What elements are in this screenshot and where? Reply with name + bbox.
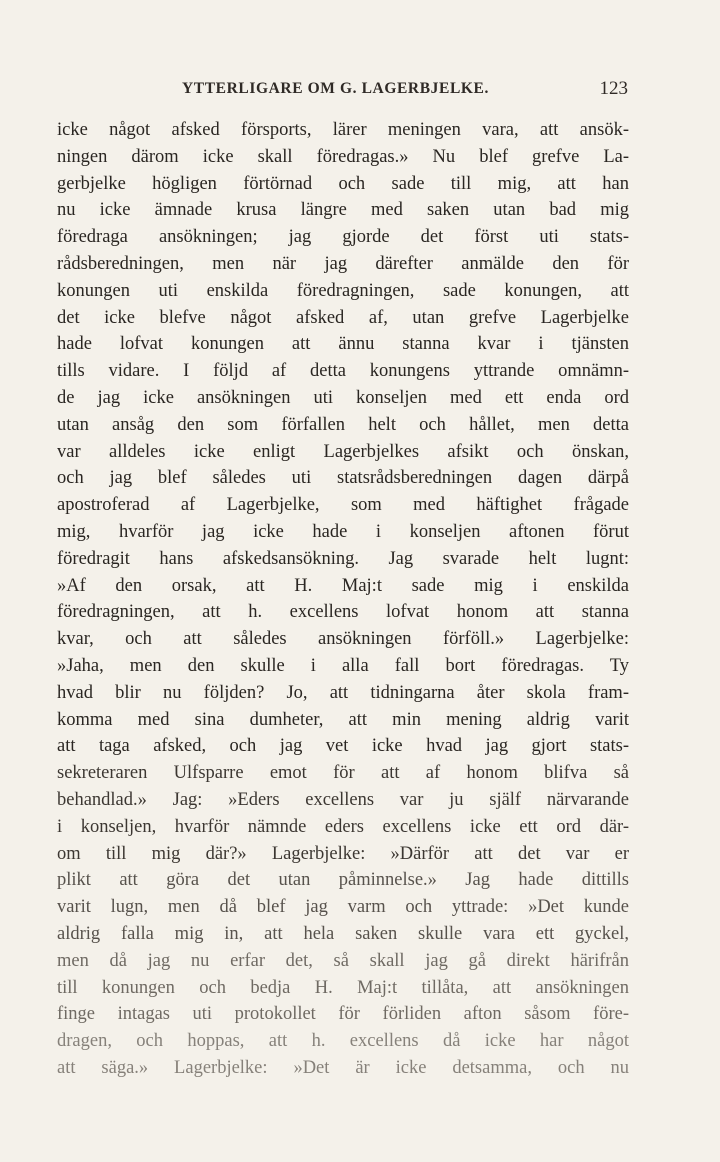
text-line: till konungen och bedja H. Maj:t tillåta, att ansökningen [57, 977, 629, 998]
text-line: gerbjelke högligen förtörnad och sade till mig, att han [57, 173, 629, 194]
text-line: utan ansåg den som förfallen helt och hållet, men detta [57, 414, 629, 435]
text-line: kvar, och att således ansökningen förföll.» Lagerbjelke: [57, 629, 629, 650]
text-line: apostroferad af Lagerbjelke, som med häftighet frågade [57, 495, 629, 516]
text-line: rådsberedningen, men när jag därefter anmälde den för [57, 253, 629, 274]
text-line: och jag blef således uti statsrådsberedningen dagen därpå [57, 468, 629, 489]
text-line: »Af den orsak, att H. Maj:t sade mig i enskilda [57, 575, 629, 596]
text-line: nu icke ämnade krusa längre med saken utan bad mig [57, 200, 629, 221]
body-text [57, 117, 629, 1082]
text-line: aldrig falla mig in, att hela saken skulle vara ett gyckel, [57, 923, 629, 944]
text-line: »Jaha, men den skulle i alla fall bort föredragas. Ty [57, 655, 629, 676]
text-line: var alldeles icke enligt Lagerbjelkes afsikt och önskan, [57, 441, 629, 462]
text-line: komma med sina dumheter, att min mening aldrig varit [57, 709, 629, 730]
text-line: tills vidare. I följd af detta konungens yttrande omnämn- [57, 361, 629, 382]
text-line: hade lofvat konungen att ännu stanna kvar i tjänsten [57, 334, 629, 355]
text-line: föredragningen, att h. excellens lofvat honom att stanna [57, 602, 629, 623]
text-line: hvad blir nu följden? Jo, att tidningarna åter skola fram- [57, 682, 629, 703]
text-line: men då jag nu erfar det, så skall jag gå direkt härifrån [57, 950, 629, 971]
text-line: att taga afsked, och jag vet icke hvad jag gjort stats- [57, 736, 629, 757]
text-line: finge intagas uti protokollet för förliden afton såsom före- [57, 1004, 629, 1025]
text-line: att säga.» Lagerbjelke: »Det är icke detsamma, och nu [57, 1057, 629, 1078]
text-line: föredraga ansökningen; jag gjorde det först uti stats- [57, 227, 629, 248]
text-line: föredragit hans afskedsansökning. Jag svarade helt lugnt: [57, 548, 629, 569]
text-line: det icke blefve något afsked af, utan grefve Lagerbjelke [57, 307, 629, 328]
text-line: icke något afsked försports, lärer meningen vara, att ansök- [57, 120, 629, 140]
text-line: varit lugn, men då blef jag varm och yttrade: »Det kunde [57, 897, 629, 918]
text-line: plikt att göra det utan påminnelse.» Jag hade dittills [57, 870, 629, 891]
page-header [0, 78, 720, 102]
text-line: ningen därom icke skall föredragas.» Nu blef grefve La- [57, 146, 629, 167]
text-line: mig, hvarför jag icke hade i konseljen aftonen förut [57, 521, 629, 542]
text-line: sekreteraren Ulfsparre emot för att af honom blifva så [57, 763, 629, 784]
running-title: YTTERLIGARE OM G. LAGERBJELKE. [182, 80, 489, 97]
text-line: i konseljen, hvarför nämnde eders excellens icke ett ord där- [57, 816, 629, 837]
text-line: konungen uti enskilda föredragningen, sade konungen, att [57, 280, 629, 301]
text-line: om till mig där?» Lagerbjelke: »Därför att det var er [57, 843, 629, 864]
text-line: dragen, och hoppas, att h. excellens då icke har något [57, 1031, 629, 1052]
page-number: 123 [599, 78, 628, 99]
text-line: de jag icke ansökningen uti konseljen med ett enda ord [57, 387, 629, 408]
text-line: behandlad.» Jag: »Eders excellens var ju själf närvarande [57, 789, 629, 810]
